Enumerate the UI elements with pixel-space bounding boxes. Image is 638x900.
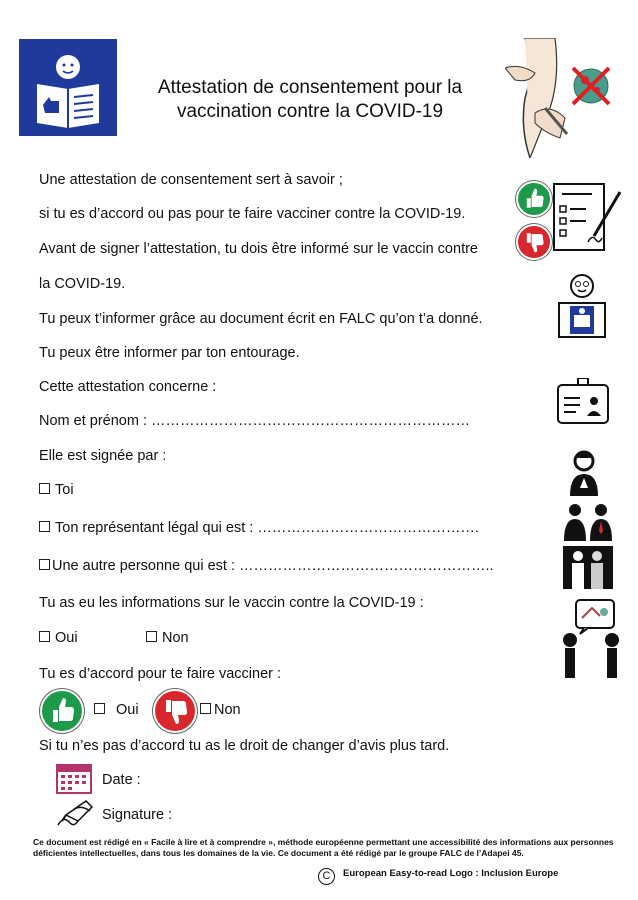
logo-credit: C European Easy-to-read Logo : Inclusion Europe xyxy=(318,868,558,885)
intro-line: la COVID-19. xyxy=(39,276,126,292)
checkbox[interactable] xyxy=(39,521,50,532)
page-title: Attestation de consentement pour la vaccination contre la COVID-19 xyxy=(157,77,463,122)
thumbs-up-icon xyxy=(40,689,84,733)
easy-to-read-logo xyxy=(19,39,117,136)
intro-line: Avant de signer l’attestation, tu dois être informé sur le vaccin contre xyxy=(39,241,478,257)
signed-form-icon xyxy=(552,182,626,259)
checkbox-accord-non[interactable]: Non xyxy=(200,702,241,718)
intro-line: Une attestation de consentement sert à savoir ; xyxy=(39,172,343,188)
person-icon xyxy=(566,450,602,501)
checkbox[interactable] xyxy=(39,483,50,494)
calendar-icon xyxy=(56,762,92,799)
checkbox[interactable] xyxy=(39,631,50,642)
other-people-icon xyxy=(563,546,613,589)
intro-line: Tu peux être informer par ton entourage. xyxy=(39,345,300,361)
id-card-icon xyxy=(556,378,610,431)
thumbs-up-icon xyxy=(516,181,552,217)
signature-hand-icon xyxy=(56,797,96,834)
name-field[interactable]: Nom et prénom : ………………………………………………………… xyxy=(39,413,471,429)
checkbox[interactable] xyxy=(146,631,157,642)
checkbox[interactable] xyxy=(94,703,105,714)
checkbox-info-oui[interactable]: Oui xyxy=(39,630,78,646)
checkbox[interactable] xyxy=(39,559,50,570)
intro-line: Tu peux t’informer grâce au document écrit en FALC qu’on t’a donné. xyxy=(39,311,483,327)
change-mind-note: Si tu n’es pas d’accord tu as le droit de changer d’avis plus tard. xyxy=(39,738,450,754)
intro-line: si tu es d’accord ou pas pour te faire vacciner contre la COVID-19. xyxy=(39,206,466,222)
copyright-icon: C xyxy=(318,868,335,885)
reading-person-icon xyxy=(19,39,117,136)
vaccination-illustration xyxy=(505,38,617,158)
section-label: Cette attestation concerne : xyxy=(39,379,217,395)
section-label: Tu es d’accord pour te faire vacciner : xyxy=(39,666,282,682)
checkbox-autre-personne[interactable]: Une autre personne qui est : …………………………………………….. xyxy=(39,558,494,574)
checkbox-info-non[interactable]: Non xyxy=(146,630,189,646)
signature-field[interactable]: Signature : xyxy=(102,807,173,823)
two-people-icon xyxy=(563,503,613,546)
footer-note: Ce document est rédigé en « Facile à lire et à comprendre », méthode européenne permettant une accessibilité des informations aux personnes déficientes intellectuelles, dans tous les domaines de la vie. Ce document a été rédigé par le groupe FALC de l’Adapei 45. xyxy=(33,837,614,858)
conversation-icon xyxy=(560,598,626,683)
easy-read-document-person-icon xyxy=(553,273,611,348)
checkbox-toi[interactable]: Toi xyxy=(39,482,74,498)
thumbs-down-icon xyxy=(153,689,197,733)
checkbox-accord-oui[interactable]: Oui xyxy=(94,702,139,718)
date-field[interactable]: Date : xyxy=(102,772,141,788)
checkbox-representant[interactable]: Ton représentant légal qui est : ………………………………………. xyxy=(39,520,479,536)
checkbox[interactable] xyxy=(200,703,211,714)
thumbs-down-icon xyxy=(516,224,552,260)
section-label: Tu as eu les informations sur le vaccin contre la COVID-19 : xyxy=(39,595,424,611)
section-label: Elle est signée par : xyxy=(39,448,167,464)
